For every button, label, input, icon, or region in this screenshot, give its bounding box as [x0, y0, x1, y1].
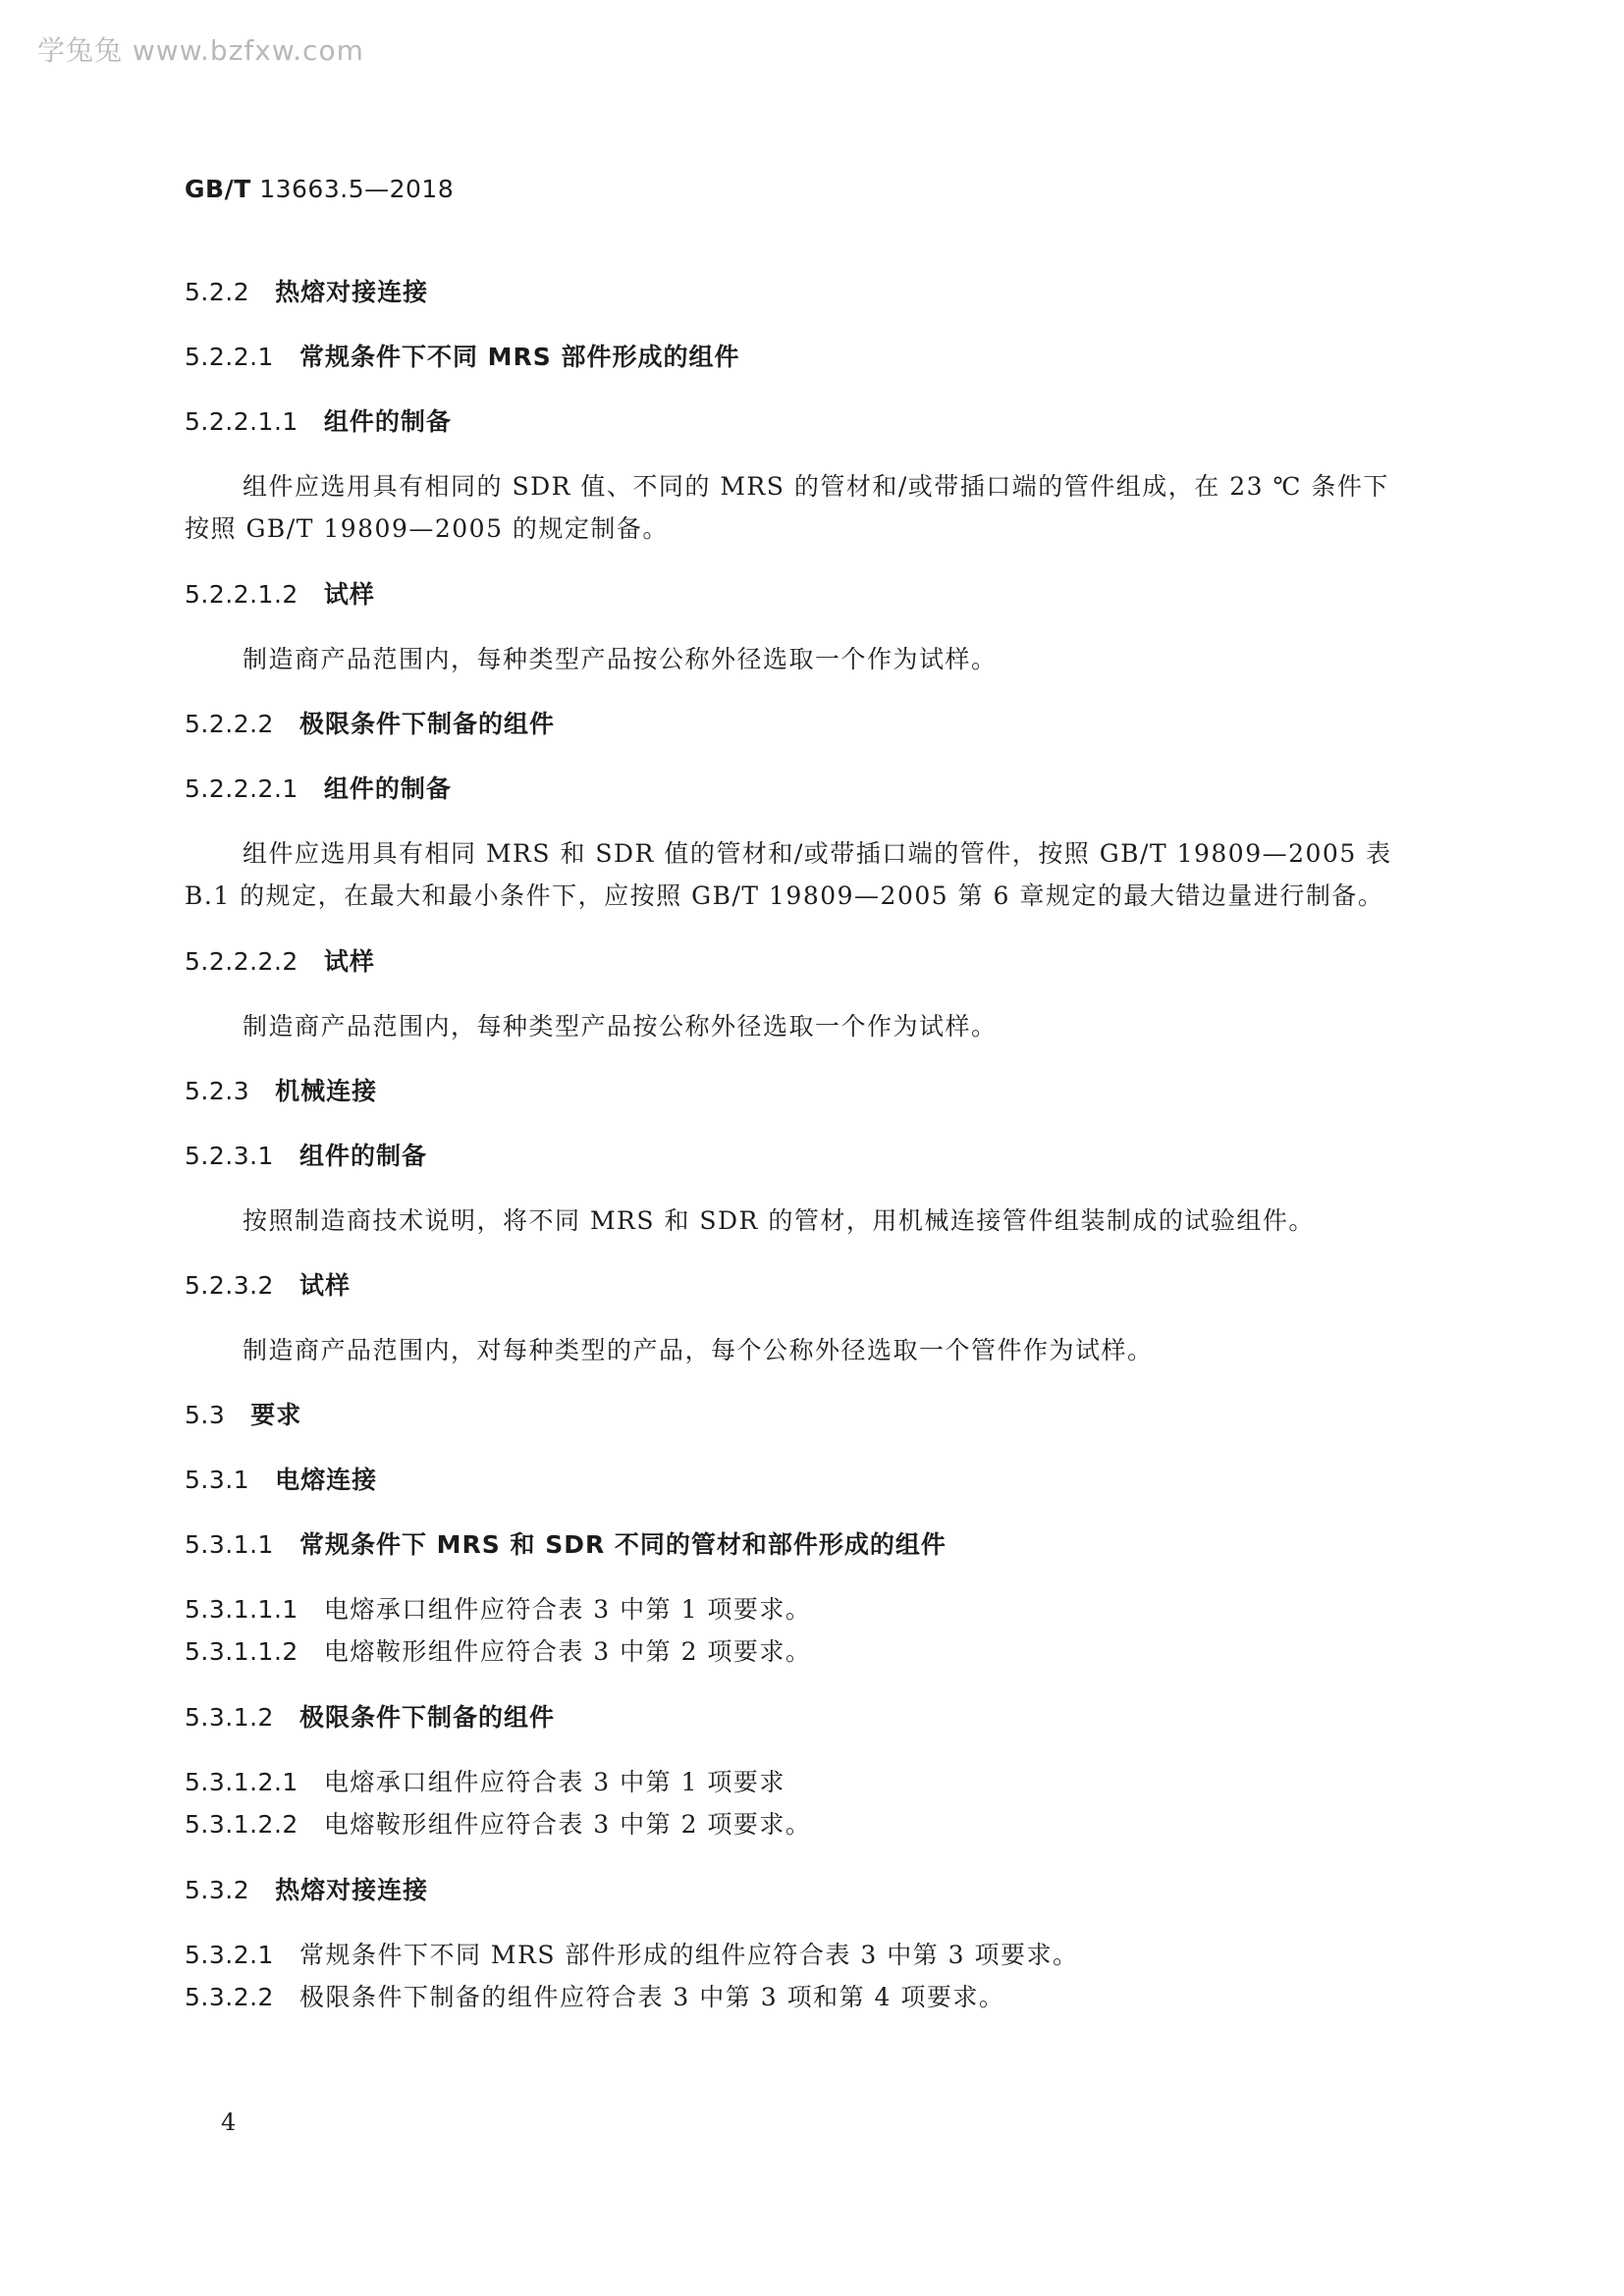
section-title: 极限条件下制备的组件: [298, 1703, 555, 1732]
clause-item: [185, 1978, 1004, 2013]
section-heading: [185, 1137, 427, 1172]
clause-text: 电熔鞍形组件应符合表 3 中第 2 项要求。: [323, 1810, 812, 1839]
section-number: 5.2.2.2.2: [185, 947, 298, 976]
clause-text: 电熔承口组件应符合表 3 中第 1 项要求。: [323, 1595, 812, 1624]
clause-number: 5.3.1.1.1: [185, 1595, 298, 1624]
document-code: [185, 175, 454, 203]
section-heading: [185, 1525, 947, 1561]
section-heading: [185, 1871, 428, 1906]
clause-text: 电熔承口组件应符合表 3 中第 1 项要求: [323, 1768, 785, 1796]
document-code-prefix: GB/T: [185, 175, 251, 203]
section-number: 5.3.1: [185, 1466, 250, 1494]
section-title: 机械连接: [275, 1077, 378, 1105]
section-heading: [185, 942, 375, 978]
section-number: 5.2.2.2: [185, 710, 274, 738]
clause-number: 5.3.2.2: [185, 1983, 274, 2011]
page-number: 4: [221, 2109, 237, 2136]
paragraph-continuation: B.1 的规定，在最大和最小条件下，应按照 GB/T 19809—2005 第 6 章规定的最大错边量进行制备。: [185, 881, 1384, 910]
paragraph-continuation: 按照 GB/T 19809—2005 的规定制备。: [185, 514, 669, 543]
section-title: 极限条件下制备的组件: [298, 710, 555, 738]
section-title: 组件的制备: [323, 407, 452, 436]
section-number: 5.2.2.1.1: [185, 407, 298, 436]
paragraph: 制造商产品范围内，对每种类型的产品，每个公称外径选取一个管件作为试样。: [243, 1336, 1154, 1364]
clause-item: [185, 1763, 785, 1798]
section-number: 5.2.2.1: [185, 343, 274, 371]
clause-number: 5.3.1.2.1: [185, 1768, 298, 1796]
section-title: 要求: [250, 1401, 302, 1429]
section-heading: [185, 1461, 377, 1496]
clause-number: 5.3.1.1.2: [185, 1637, 298, 1666]
paragraph: 制造商产品范围内，每种类型产品按公称外径选取一个作为试样。: [243, 1012, 998, 1041]
section-title: 试样: [323, 947, 375, 976]
section-heading: [185, 575, 375, 611]
section-title: 组件的制备: [323, 774, 452, 803]
section-number: 5.3.1.1: [185, 1530, 274, 1559]
section-title: 常规条件下不同 MRS 部件形成的组件: [298, 343, 740, 371]
section-title: 组件的制备: [298, 1142, 427, 1170]
watermark: 学兔兔 www.bzfxw.com: [37, 34, 364, 67]
section-title: 常规条件下 MRS 和 SDR 不同的管材和部件形成的组件: [298, 1530, 947, 1559]
clause-item: [185, 1632, 811, 1668]
paragraph: 制造商产品范围内，每种类型产品按公称外径选取一个作为试样。: [243, 645, 998, 673]
paragraph: 组件应选用具有相同的 SDR 值、不同的 MRS 的管材和/或带插口端的管件组成，在 23 ℃ 条件下: [243, 472, 1389, 501]
section-number: 5.2.2: [185, 278, 250, 306]
section-heading: [185, 1266, 351, 1302]
section-number: 5.2.2.1.2: [185, 580, 298, 609]
section-title: 试样: [323, 580, 375, 609]
paragraph: 按照制造商技术说明，将不同 MRS 和 SDR 的管材，用机械连接管件组装制成的试验组件。: [243, 1206, 1315, 1235]
clause-text: 极限条件下制备的组件应符合表 3 中第 3 项和第 4 项要求。: [298, 1983, 1005, 2011]
section-title: 电熔连接: [275, 1466, 378, 1494]
section-number: 5.2.3: [185, 1077, 250, 1105]
section-heading: [185, 1396, 301, 1431]
clause-item: [185, 1805, 811, 1841]
clause-text: 电熔鞍形组件应符合表 3 中第 2 项要求。: [323, 1637, 812, 1666]
document-code-number: 13663.5—2018: [259, 175, 455, 203]
section-heading: [185, 402, 452, 438]
section-title: 热熔对接连接: [275, 1876, 429, 1904]
section-title: 热熔对接连接: [275, 278, 429, 306]
section-number: 5.2.3.1: [185, 1142, 274, 1170]
section-number: 5.2.2.2.1: [185, 774, 298, 803]
section-number: 5.3.2: [185, 1876, 250, 1904]
section-title: 试样: [298, 1271, 351, 1300]
section-heading: [185, 705, 555, 740]
clause-item: [185, 1590, 811, 1626]
section-heading: [185, 770, 452, 805]
clause-item: [185, 1936, 1079, 1971]
clause-number: 5.3.1.2.2: [185, 1810, 298, 1839]
clause-number: 5.3.2.1: [185, 1941, 274, 1969]
clause-text: 常规条件下不同 MRS 部件形成的组件应符合表 3 中第 3 项要求。: [298, 1941, 1079, 1969]
paragraph: 组件应选用具有相同 MRS 和 SDR 值的管材和/或带插口端的管件，按照 GB/T 19809—2005 表: [243, 839, 1392, 868]
section-number: 5.3.1.2: [185, 1703, 274, 1732]
section-heading: [185, 338, 740, 373]
section-heading: [185, 1698, 555, 1734]
section-heading: [185, 1072, 377, 1107]
section-heading: [185, 273, 428, 308]
section-number: 5.2.3.2: [185, 1271, 274, 1300]
section-number: 5.3: [185, 1401, 226, 1429]
